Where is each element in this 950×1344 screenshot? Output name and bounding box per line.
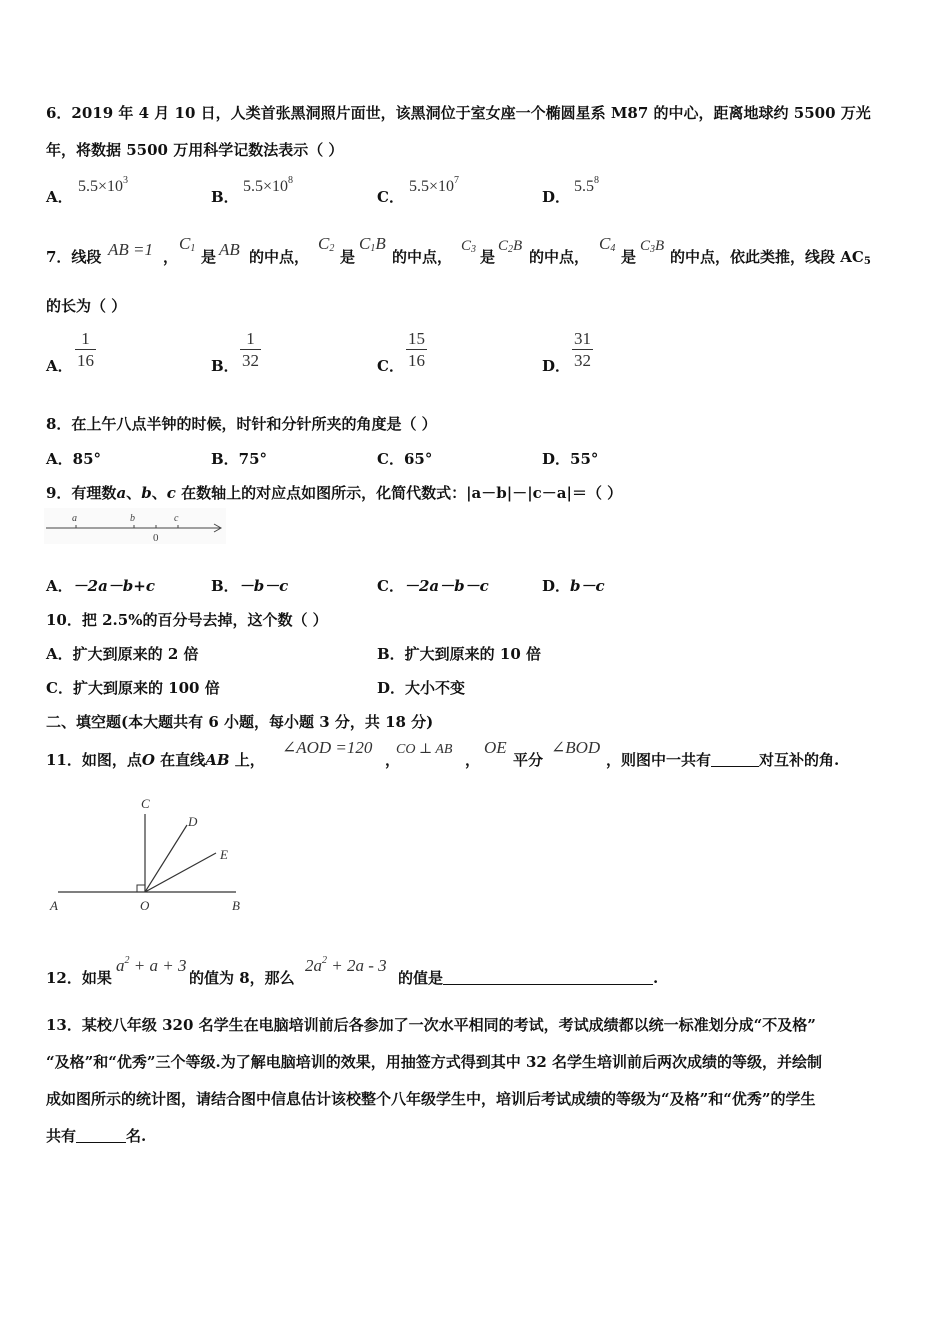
q7-c1: $C_1$ <box>179 234 196 254</box>
q6-option-d-value: $5.5^8$ <box>574 175 599 195</box>
q11-oe: OE <box>484 738 507 757</box>
q11-angle-bod: ∠BOD <box>551 738 601 757</box>
q7-option-c-fraction: $\frac{15}{16}$ <box>408 329 425 370</box>
q7-option-a-fraction: $\frac{1}{16}$ <box>77 329 94 370</box>
q6-option-d <box>542 186 570 207</box>
q7-option-d-label: D． <box>542 357 571 375</box>
q12-mid: 的值为 8，那么 <box>189 969 295 987</box>
q9-option-c: C．－2a－b－c <box>377 577 489 595</box>
label-o: O <box>140 898 150 913</box>
q11-answer-blank[interactable] <box>711 752 759 767</box>
q8-stem: 8．在上午八点半钟的时候，时针和分针所夹的角度是（ ） <box>46 415 437 433</box>
q12-expr-1: $a^2 + a + 3$ <box>116 955 187 975</box>
q7-c2: $C_2$ <box>318 234 335 254</box>
option-label: C． <box>377 188 404 206</box>
q13-line-2: “及格”和“优秀”三个等级.为了解电脑培训的效果，用抽签方式得到其中 32 名学生培训前后两次成绩的等级，并绘制 <box>46 1053 823 1071</box>
q7-option-c-label: C． <box>377 357 404 375</box>
q7-is-2: 是 <box>340 248 356 266</box>
q10-option-b: B．扩大到原来的 10 倍 <box>377 645 541 663</box>
q7-mid-2: 的中点， <box>392 248 453 266</box>
q12-prefix: 12．如果 <box>46 969 112 987</box>
q7-stem-line2: 的长为（ ） <box>46 297 127 315</box>
q12-answer-blank[interactable] <box>443 970 653 985</box>
q7-comma: ， <box>163 248 179 266</box>
q11-angle-aod: ∠AOD =120 <box>282 738 373 757</box>
q6-option-a <box>46 186 73 207</box>
q7-c1b: $C_1B$ <box>359 234 386 254</box>
point-a-label: a <box>72 513 77 524</box>
q10-option-c: C．扩大到原来的 100 倍 <box>46 679 220 697</box>
label-b: B <box>232 898 240 913</box>
q7-prefix: 7．线段 <box>46 248 102 266</box>
q11-tail: ，则图中一共有 对互补的角. <box>606 751 840 769</box>
q11-sep-2: ， <box>465 751 481 769</box>
q7-c3b: $C_3B$ <box>640 238 665 255</box>
q9-number-line <box>44 508 226 544</box>
q9-option-d: D．b－c <box>542 577 605 595</box>
q7-c4: $C_4$ <box>599 234 616 254</box>
q7-ab-eq: AB =1 <box>108 240 153 259</box>
option-label: B． <box>211 188 239 206</box>
q7-is-1: 是 <box>201 248 217 266</box>
q6-option-a-value: $5.5\times 10^3$ <box>78 175 129 195</box>
q7-tail: 的中点，依此类推，线段 $AC_5$ <box>670 248 871 267</box>
option-label: D． <box>542 188 571 206</box>
q7-option-d-fraction: $\frac{31}{32}$ <box>574 329 591 370</box>
q6-stem-line2: 年，将数据 5500 万用科学记数法表示（ ） <box>46 141 344 159</box>
q13-answer-blank[interactable] <box>76 1128 126 1143</box>
q9-stem: 9．有理数a、b、c 在数轴上的对应点如图所示，化简代数式：|a－b|－|c－a|＝（ ） <box>46 484 623 502</box>
label-d: D <box>188 814 198 829</box>
point-b-label: b <box>130 513 135 524</box>
q8-option-c: C．65° <box>377 450 433 468</box>
q8-option-d: D．55° <box>542 450 599 468</box>
q10-option-d: D．大小不变 <box>377 679 466 697</box>
label-e: E <box>220 847 228 862</box>
q11-figure <box>44 790 254 920</box>
q7-c3: $C_3$ <box>461 238 477 255</box>
q7-ab: AB <box>219 240 240 259</box>
ray-oe <box>145 853 216 892</box>
q6-option-c-value: $5.5\times 10^7$ <box>409 175 460 195</box>
q10-option-a: A．扩大到原来的 2 倍 <box>46 645 199 663</box>
q10-stem: 10．把 2.5%的百分号去掉，这个数（ ） <box>46 611 328 629</box>
q12-expr-2: $2a^2 + 2a - 3$ <box>305 955 387 975</box>
q13-line-3: 成如图所示的统计图，请结合图中信息估计该校整个八年级学生中，培训后考试成绩的等级为“及格”和“优秀”的学生 <box>46 1090 816 1108</box>
option-label: A． <box>46 188 73 206</box>
q7-option-b-fraction: $\frac{1}{32}$ <box>242 329 259 370</box>
q13-line-1: 13．某校八年级 320 名学生在电脑培训前后各参加了一次水平相同的考试，考试成绩都以统一标准划分成“不及格” <box>46 1016 816 1034</box>
q7-is-4: 是 <box>621 248 637 266</box>
q7-mid-1: 的中点， <box>249 248 310 266</box>
section-2-heading: 二、填空题(本大题共有 6 小题，每小题 3 分，共 18 分) <box>46 713 434 731</box>
q6-option-b <box>211 186 239 207</box>
right-angle-mark <box>137 885 145 892</box>
q7-is-3: 是 <box>480 248 496 266</box>
ray-od <box>145 825 187 892</box>
label-c: C <box>141 796 150 811</box>
q11-sep-1: ， <box>385 751 401 769</box>
zero-label: 0 <box>153 532 159 544</box>
q11-bisect: 平分 <box>513 751 544 769</box>
q9-option-b: B．－b－c <box>211 577 289 595</box>
q13-line-4: 共有 名. <box>46 1127 147 1145</box>
q6-option-b-value: $5.5\times 10^8$ <box>243 175 294 195</box>
q11-perp: CO ⊥ AB <box>396 742 453 757</box>
q7-option-a-label: A． <box>46 357 73 375</box>
q11-prefix: 11．如图，点O 在直线AB 上， <box>46 751 265 769</box>
q8-option-b: B．75° <box>211 450 268 468</box>
label-a: A <box>50 898 58 913</box>
q9-option-a: A．－2a－b+c <box>46 577 155 595</box>
q7-c2b: $C_2B$ <box>498 238 523 255</box>
point-c-label: c <box>174 513 179 524</box>
q6-option-c <box>377 186 404 207</box>
q8-option-a: A．85° <box>46 450 102 468</box>
q7-mid-3: 的中点， <box>529 248 590 266</box>
q12-tail: 的值是 . <box>398 969 659 987</box>
q7-option-b-label: B． <box>211 357 239 375</box>
q6-stem-line1: 6．2019 年 4 月 10 日，人类首张黑洞照片面世，该黑洞位于室女座一个椭圆星系 M87 的中心，距离地球约 5500 万光 <box>46 104 871 122</box>
